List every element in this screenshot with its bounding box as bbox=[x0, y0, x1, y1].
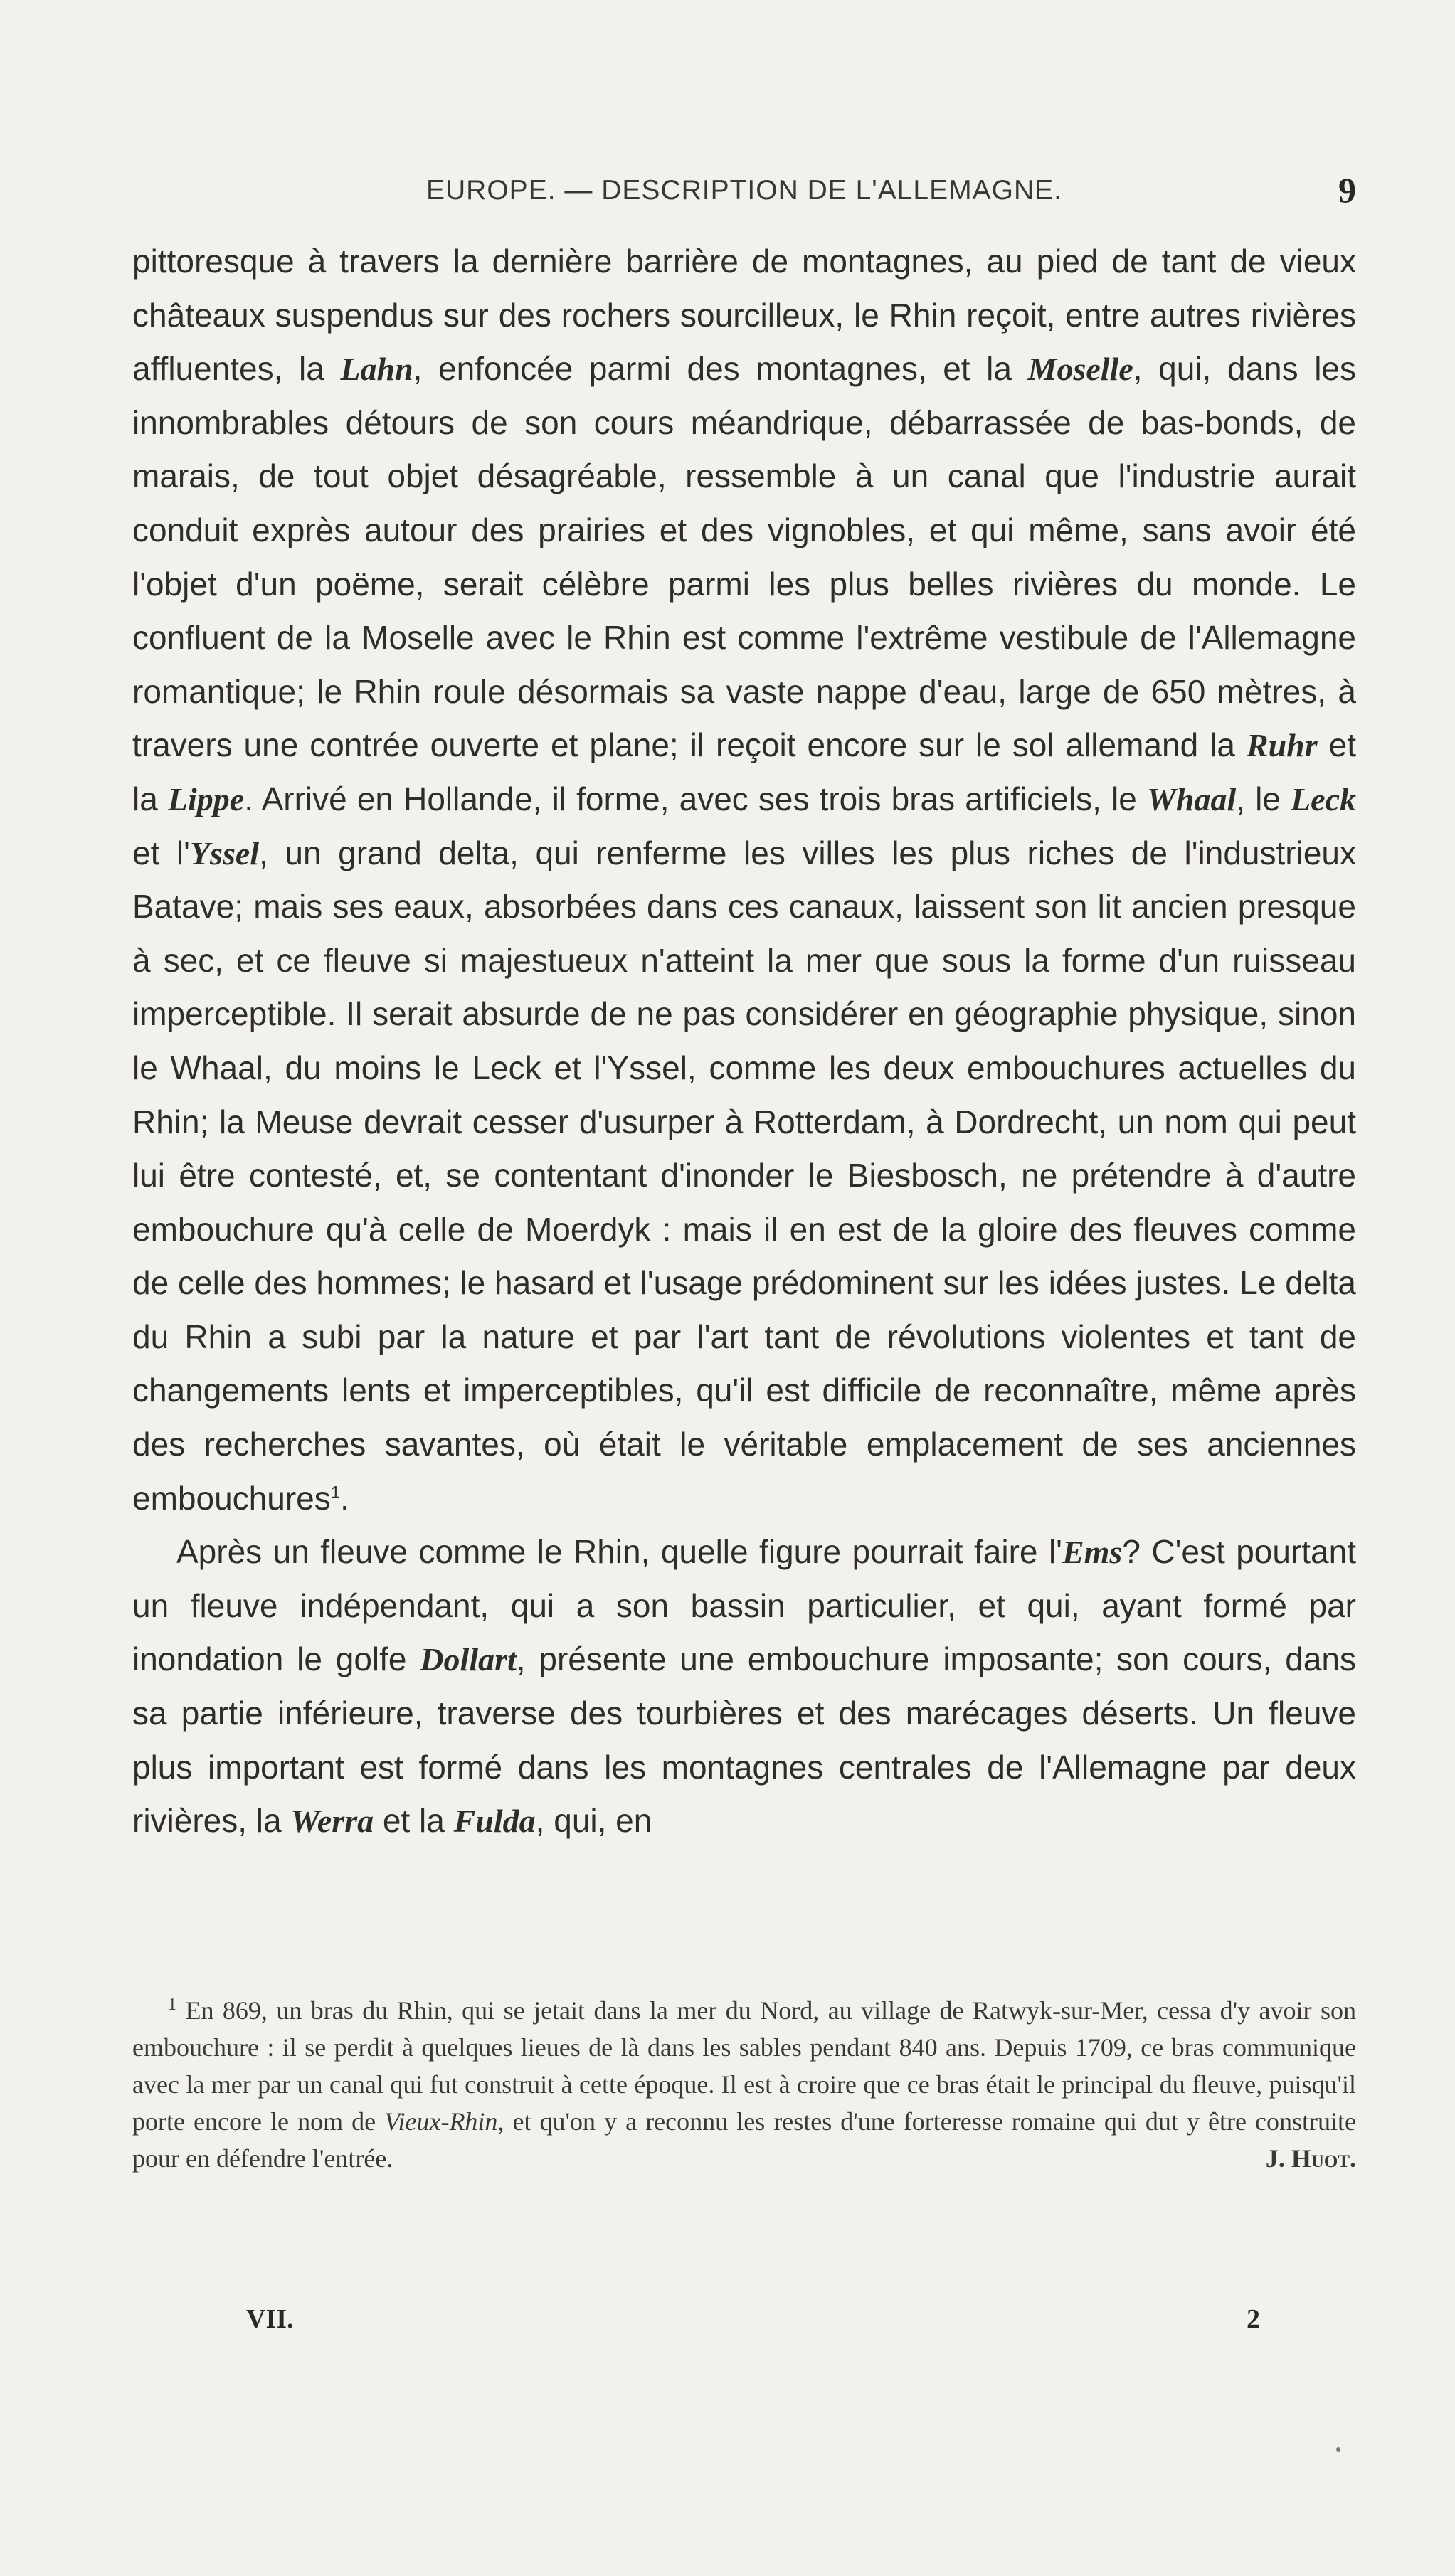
italic-term: Ems bbox=[1062, 1534, 1123, 1571]
italic-term: Fulda bbox=[453, 1803, 536, 1840]
text-run: pittoresque à travers la dernière barrière de montagnes, au pied de tant de vieux châteaux suspendus sur des rochers sourcilleux, le Rhin reçoit, entre autres rivières affluentes, la bbox=[132, 243, 1356, 388]
italic-term: Ruhr bbox=[1246, 727, 1318, 764]
italic-term: Werra bbox=[290, 1803, 374, 1840]
paragraph-2 bbox=[132, 1525, 1356, 1848]
text-run: , qui, en bbox=[535, 1802, 652, 1840]
signature-mark: 2 bbox=[1247, 2304, 1260, 2334]
text-run: et l' bbox=[132, 834, 190, 871]
text-run: ? C'est pourtant un fleuve indépendant, qui a son bassin particulier, et qui, ayant formé par inondation le golfe bbox=[132, 1533, 1356, 1678]
signature-line bbox=[132, 2304, 1356, 2339]
text-run: , et qu'on y a reconnu les restes d'une forteresse romaine qui dut y être construite pour en défendre l'entrée. bbox=[132, 2107, 1356, 2173]
footnote-mark: 1 bbox=[168, 1995, 176, 2014]
italic-term: Lippe bbox=[167, 780, 245, 817]
italic-term: Vieux-Rhin bbox=[384, 2107, 498, 2136]
italic-term: Lahn bbox=[340, 351, 413, 388]
paragraph-1 bbox=[132, 235, 1356, 1525]
italic-term: Moselle bbox=[1027, 351, 1133, 388]
italic-term: Yssel bbox=[189, 834, 260, 871]
running-title: EUROPE. — DESCRIPTION DE L'ALLEMAGNE. bbox=[426, 175, 1062, 206]
volume-mark: VII. bbox=[246, 2304, 294, 2334]
text-run: , présente une embouchure imposante; son cours, dans sa partie inférieure, traverse des tourbières et des marécages déserts. Un fleuve plus important est formé dans les montagnes centrales de l'Allemagne par deux rivières, la bbox=[132, 1641, 1356, 1840]
italic-term: Leck bbox=[1291, 780, 1356, 817]
text-run: Après un fleuve comme le Rhin, quelle figure pourrait faire l' bbox=[176, 1533, 1062, 1571]
running-head bbox=[132, 169, 1356, 212]
paper-speck bbox=[1336, 2447, 1340, 2452]
footnote-text bbox=[132, 1992, 1356, 2177]
footnote-signature: J. Huot. bbox=[1265, 2144, 1356, 2173]
text-run: En 869, un bras du Rhin, qui se jetait dans la mer du Nord, au village de Ratwyk-sur-Mer, cessa d'y avoir son embouchure : il se perdit à quelques lieues de là dans les sables pendant 840 ans. Depuis 1709, ce bras communique avec la mer par un canal qui fut construit à cette époque. Il est à croire que ce bras était le principal du fleuve, puisqu'il porte encore le nom de bbox=[132, 1996, 1356, 2136]
footnote-reference: 1 bbox=[330, 1483, 341, 1502]
text-run: , qui, dans les innombrables détours de son cours méandrique, débarrassée de bas-bonds, de marais, de tout objet désagréable, ressemble à un canal que l'industrie aurait conduit exprès autour des prairies et des vignobles, et qui même, sans avoir été l'objet d'un poëme, serait célèbre parmi les plus belles rivières du monde. Le confluent de la Moselle avec le Rhin est comme l'extrême vestibule de l'Allemagne romantique; le Rhin roule désormais sa vaste nappe d'eau, large de 650 mètres, à travers une contrée ouverte et plane; il reçoit encore sur le sol allemand la bbox=[132, 350, 1356, 764]
text-run: et la bbox=[374, 1802, 454, 1840]
text-run: . Arrivé en Hollande, il forme, avec ses trois bras artificiels, le bbox=[244, 780, 1147, 817]
text-run: et la bbox=[132, 726, 1356, 817]
body-text bbox=[132, 235, 1356, 1848]
page-number: 9 bbox=[1338, 170, 1356, 210]
text-run: , enfoncée parmi des montagnes, et la bbox=[413, 350, 1028, 388]
text-run: . bbox=[340, 1479, 349, 1517]
text-run: , un grand delta, qui renferme les villes les plus riches de l'industrieux Batave; mais ses eaux, absorbées dans ces canaux, laissent son lit ancien presque à sec, et ce fleuve si majestueux n'atteint la mer que sous la forme d'un ruisseau imperceptible. Il serait absurde de ne pas considérer en géographie physique, sinon le Whaal, du moins le Leck et l'Yssel, comme les deux embouchures actuelles du Rhin; la Meuse devrait cesser d'usurper à Rotterdam, à Dordrecht, un nom qui peut lui être contesté, et, se contentant d'inonder le Biesbosch, ne prétendre à d'autre embouchure qu'à celle de Moerdyk : mais il en est de la gloire des fleuves comme de celle des hommes; le hasard et l'usage prédominent sur les idées justes. Le delta du Rhin a subi par la nature et par l'art tant de révolutions violentes et tant de changements lents et imperceptibles, qu'il est difficile de reconnaître, même après des recherches savantes, où était le véritable emplacement de ses anciennes embouchures bbox=[132, 834, 1356, 1517]
footnote bbox=[132, 1992, 1356, 2177]
italic-term: Whaal bbox=[1146, 780, 1237, 817]
italic-term: Dollart bbox=[420, 1641, 517, 1678]
text-run: , le bbox=[1236, 780, 1291, 817]
